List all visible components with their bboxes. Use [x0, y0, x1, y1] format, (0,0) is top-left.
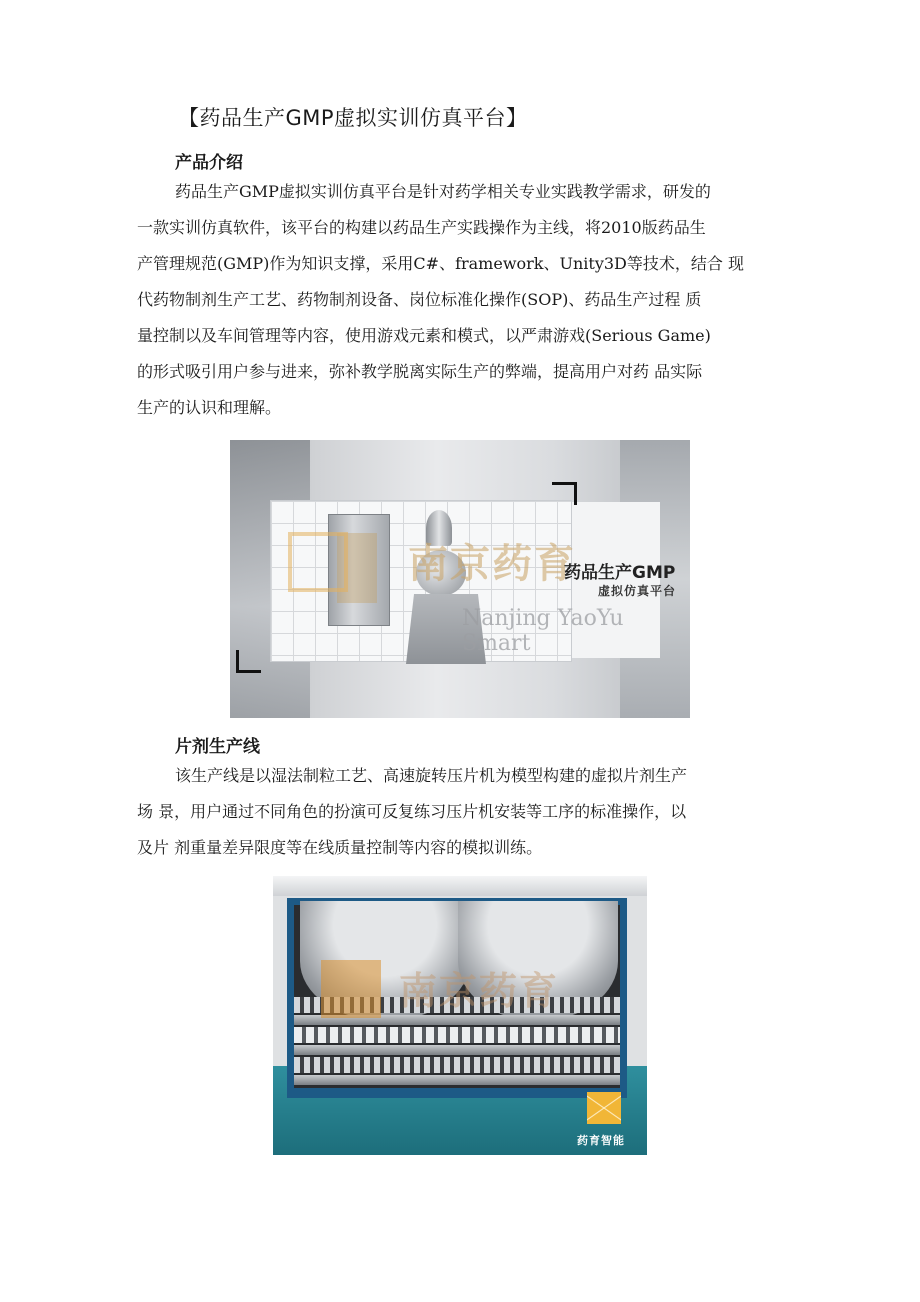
intro-line-2: 一款实训仿真软件，该平台的构建以药品生产实践操作为主线，将2010版药品生: [137, 218, 706, 237]
watermark-text-cn: 南京药育: [399, 969, 560, 1013]
frame-corner-icon: [236, 650, 261, 673]
intro-line-5: 量控制以及车间管理等内容，使用游戏元素和模式，以严肃游戏(Serious Game): [137, 326, 711, 345]
gmp-platform-image: [230, 440, 690, 718]
tablet-line-paragraph: [137, 758, 787, 866]
watermark-text-cn: 南京药育: [408, 541, 576, 587]
brand-label: 药育智能: [577, 1134, 625, 1147]
intro-line-6: 的形式吸引用户参与进来，弥补教学脱离实际生产的弊端，提高用户对药 品实际: [137, 362, 703, 381]
brand-envelope-icon: [587, 1092, 621, 1124]
tablet-line-3: 及片 剂重量差异限度等在线质量控制等内容的模拟训练。: [137, 838, 543, 857]
frame-corner-icon: [552, 482, 577, 505]
tablet-line-1: 该生产线是以湿法制粒工艺、高速旋转压片机为模型构建的虚拟片剂生产: [175, 766, 688, 785]
section-heading-product-intro: 产品介绍: [175, 153, 243, 173]
intro-line-1: 药品生产GMP虚拟实训仿真平台是针对药学相关专业实践教学需求，研发的: [175, 182, 711, 201]
intro-line-3: 产管理规范(GMP)作为知识支撑，采用C#、framework、Unity3D等技术，结合 现: [137, 254, 744, 273]
intro-line-4: 代药物制剂生产工艺、药物制剂设备、岗位标准化操作(SOP)、药品生产过程 质: [137, 290, 702, 309]
product-intro-paragraph: [137, 174, 787, 426]
intro-line-7: 生产的认识和理解。: [137, 398, 282, 417]
watermark-logo-icon: [288, 532, 348, 592]
section-heading-tablet-line: 片剂生产线: [175, 737, 260, 757]
document-title: 【药品生产GMP虚拟实训仿真平台】: [178, 106, 528, 130]
tablet-line-2: 场 景，用户通过不同角色的扮演可反复练习压片机安装等工序的标准操作，以: [137, 802, 687, 821]
image-caption-subtitle: 虚拟仿真平台: [598, 584, 677, 598]
tablet-press-image: [273, 876, 647, 1155]
image-caption-title: 药品生产GMP: [564, 563, 676, 583]
watermark-logo-icon: [321, 960, 381, 1018]
watermark-text-en: Nanjing YaoYu Smart: [462, 606, 624, 656]
